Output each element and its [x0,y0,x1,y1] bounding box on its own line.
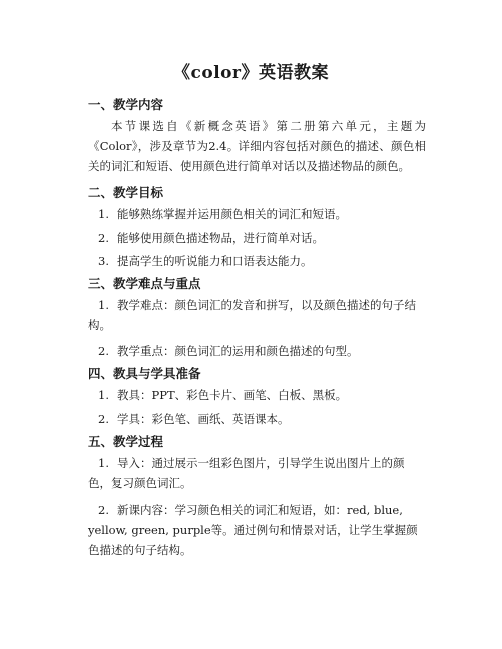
list-item [88,251,426,271]
list-item [88,295,426,335]
list-item-text: 教具：PPT、彩色卡片、画笔、白板、黑板。 [116,388,348,402]
list-item-number: 1. [98,388,109,402]
section-heading-objectives: 二、教学目标 [88,185,164,200]
list-item-number: 3. [98,254,109,268]
list-item-text: 教学重点：颜色词汇的运用和颜色描述的句型。 [116,344,359,358]
section-heading-content: 一、教学内容 [88,97,164,112]
document-title: 《color》英语教案 [173,63,329,83]
section-heading-materials: 四、教具与学具准备 [88,366,201,381]
list-item-number: 2. [98,503,109,517]
list-item-number: 2. [98,412,109,426]
list-item-text: 提高学生的听说能力和口语表达能力。 [116,254,313,268]
list-item-number: 2. [98,231,109,245]
list-item-text: 导入：通过展示一组彩色图片，引导学生说出图片上的颜色，复习颜色词汇。 [88,456,405,490]
section-paragraph-content: 本节课选自《新概念英语》第二册第六单元，主题为《Color》，涉及章节为2.4。详细内容包括对颜色的描述、颜色相关的词汇和短语、使用颜色进行简单对话以及描述物品的颜色。 [88,119,426,173]
list-item [88,228,426,248]
list-item-text: 能够使用颜色描述物品，进行简单对话。 [116,231,324,245]
list-item-number: 1. [98,456,109,470]
list-item [88,453,426,493]
list-item [88,204,426,224]
list-item-text: 能够熟练掌握并运用颜色相关的词汇和短语。 [116,207,347,221]
section-heading-difficulties: 三、教学难点与重点 [88,276,201,291]
list-item-text: 教学难点：颜色词汇的发音和拼写，以及颜色描述的句子结构。 [88,298,416,332]
list-item [88,500,426,560]
section-heading-procedure: 五、教学过程 [88,434,164,449]
list-item [88,341,426,361]
list-item-number: 1. [98,298,109,312]
list-item-number: 1. [98,207,109,221]
list-item [88,385,426,405]
list-item-number: 2. [98,344,109,358]
list-item [88,409,426,429]
list-item-text: 新课内容：学习颜色相关的词汇和短语，如：red, blue, yellow, green, purple等。通过例句和情景对话，让学生掌握颜色描述的句子结构。 [88,503,418,557]
list-item-text: 学具：彩色笔、画纸、英语课本。 [116,412,290,426]
